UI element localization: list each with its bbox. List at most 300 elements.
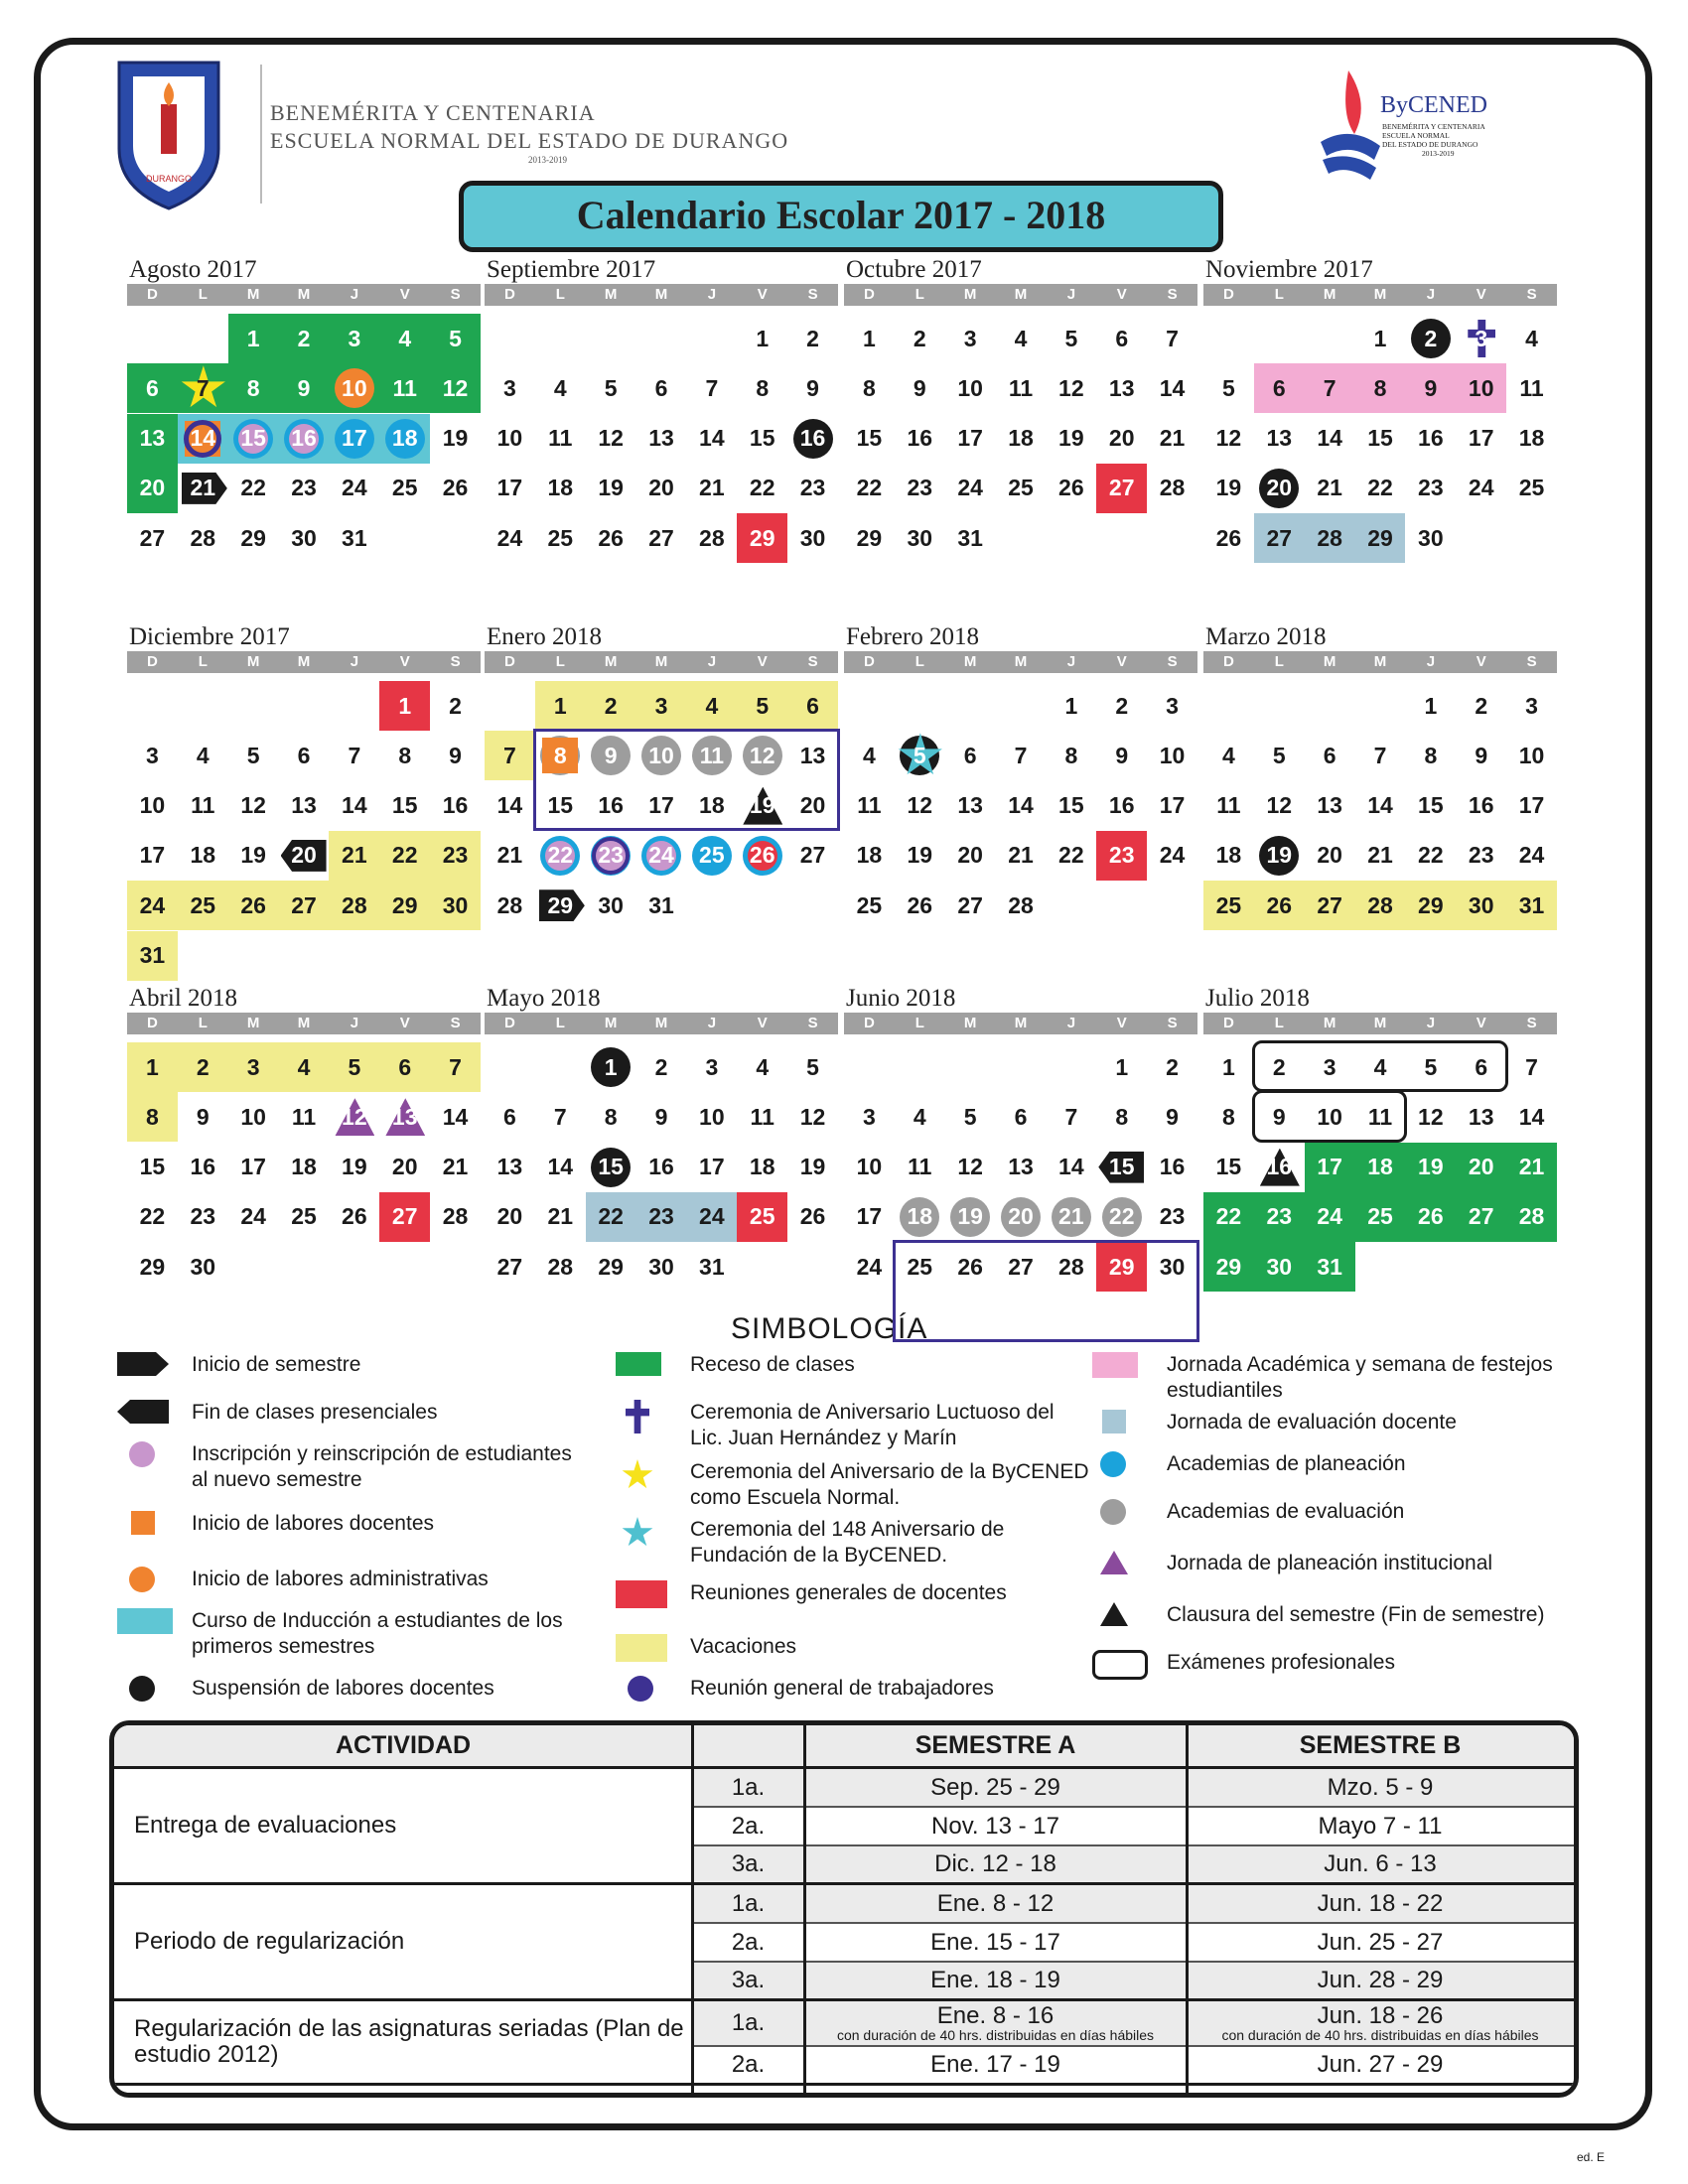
day-cell (279, 1192, 330, 1242)
day-cell (586, 363, 636, 413)
day-cell (737, 314, 787, 363)
day-cell (737, 681, 787, 731)
weekday-label: S (1167, 1015, 1178, 1031)
day-cell (1046, 831, 1096, 881)
day-number: 23 (907, 475, 933, 501)
day-cell (329, 1042, 379, 1092)
day-cell (1506, 731, 1557, 780)
day-cell (737, 731, 787, 780)
day-cell (430, 781, 481, 831)
day-number: 1 (756, 325, 770, 351)
day-number: 5 (1222, 374, 1235, 401)
weekday-label: S (450, 1015, 461, 1031)
semester-a-cell (804, 1808, 1187, 1846)
day-number: 12 (749, 742, 775, 768)
day-number: 11 (1216, 792, 1241, 819)
legend-label: Inicio de semestre (192, 1353, 361, 1376)
day-cell (636, 1242, 687, 1292)
day-number: 28 (699, 524, 725, 551)
weekday-label: V (757, 286, 768, 303)
day-number: 14 (1008, 792, 1034, 819)
weekday-label: V (1476, 1015, 1486, 1031)
edition-label: ed. E (1577, 2150, 1606, 2164)
day-cell (1147, 1092, 1197, 1142)
day-cell (787, 464, 838, 513)
day-cell (535, 731, 586, 780)
weekday-label: M (246, 1015, 260, 1031)
day-cell (1147, 831, 1197, 881)
day-grid (485, 673, 838, 931)
day-number: 24 (1468, 475, 1494, 501)
day-number: 13 (139, 425, 166, 452)
day-number: 14 (547, 1154, 574, 1180)
ordinal-cell (692, 1769, 804, 1808)
day-cell (996, 464, 1047, 513)
weekday-label: J (1426, 653, 1436, 670)
day-cell (1506, 314, 1557, 363)
day-number: 20 (957, 842, 983, 869)
day-cell (430, 1192, 481, 1242)
day-number: 27 (496, 1253, 523, 1280)
day-cell (379, 681, 430, 731)
day-cell (996, 1242, 1047, 1292)
day-number: 24 (496, 524, 523, 551)
day-cell (379, 363, 430, 413)
day-number: 9 (913, 374, 926, 401)
day-cell (1506, 1143, 1557, 1192)
day-cell (1506, 363, 1557, 413)
day-number: 30 (1418, 524, 1444, 551)
month-11 (844, 985, 1197, 1293)
day-cell (1506, 831, 1557, 881)
green-rect-icon (616, 1352, 661, 1376)
cell-text: 3a. (731, 1850, 766, 1877)
day-cell (430, 1042, 481, 1092)
day-cell (945, 1092, 996, 1142)
day-cell (279, 363, 330, 413)
day-cell (485, 1092, 535, 1142)
day-grid (844, 306, 1197, 564)
day-cell (996, 1143, 1047, 1192)
day-number: 29 (598, 1253, 624, 1280)
weekday-label: S (450, 286, 461, 303)
day-number: 25 (699, 842, 725, 869)
day-cell (329, 1143, 379, 1192)
day-cell (586, 1042, 636, 1092)
day-cell (178, 1192, 228, 1242)
day-cell (1096, 1042, 1147, 1092)
bycened-name: ByCENED (1380, 92, 1487, 118)
day-number: 22 (240, 475, 266, 501)
day-number: 30 (1468, 891, 1494, 918)
day-number: 12 (342, 1103, 367, 1130)
day-cell (1456, 314, 1506, 363)
day-cell (228, 1092, 279, 1142)
day-number: 1 (146, 1053, 159, 1080)
day-cell (686, 731, 737, 780)
day-cell (1147, 1192, 1197, 1242)
day-cell (1355, 414, 1406, 464)
weekday-label: D (504, 1015, 515, 1031)
day-cell (535, 1143, 586, 1192)
weekday-label: M (1323, 286, 1336, 303)
day-cell (1147, 414, 1197, 464)
cell-text: Nov. 13 - 17 (931, 1812, 1059, 1840)
legend-label: Ceremonia del 148 Aniversario de Fundación de la ByCENED. (690, 1518, 1005, 1567)
weekday-label: V (399, 286, 410, 303)
day-cell (945, 781, 996, 831)
cell-text: Jun. 18 - 22 (1317, 1889, 1444, 1917)
month-12 (1203, 985, 1557, 1293)
day-cell (329, 831, 379, 881)
day-number: 19 (1058, 425, 1084, 452)
weekday-header (1203, 1013, 1557, 1034)
day-number: 1 (1222, 1053, 1235, 1080)
day-number: 13 (1108, 374, 1135, 401)
day-cell (228, 1042, 279, 1092)
day-cell (737, 513, 787, 563)
day-number: 21 (547, 1203, 574, 1230)
weekday-label: D (147, 286, 158, 303)
weekday-label: V (399, 1015, 410, 1031)
day-grid (127, 673, 481, 968)
semester-a-cell (804, 1885, 1187, 1924)
day-number: 29 (1367, 524, 1393, 551)
cell-text: 1a. (731, 1773, 766, 1801)
day-number: 7 (1373, 742, 1387, 768)
day-number: 24 (856, 1253, 883, 1280)
day-number: 19 (1215, 475, 1242, 501)
day-cell (1506, 781, 1557, 831)
day-number: 16 (598, 792, 624, 819)
day-number: 26 (749, 842, 775, 869)
day-cell (1405, 314, 1456, 363)
day-number: 8 (246, 374, 260, 401)
day-cell (1147, 1242, 1197, 1292)
day-cell (636, 363, 687, 413)
day-number: 11 (908, 1154, 932, 1180)
month-7 (844, 623, 1197, 931)
table-header: SEMESTRE B (1187, 1725, 1574, 1769)
cell-text: Ene. 17 - 19 (930, 2051, 1060, 2078)
day-number: 15 (139, 1154, 166, 1180)
day-cell (430, 731, 481, 780)
day-cell (895, 1192, 945, 1242)
day-number: 2 (654, 1053, 668, 1080)
day-number: 30 (1266, 1253, 1293, 1280)
day-number: 25 (1367, 1203, 1393, 1230)
day-cell (1046, 464, 1096, 513)
day-number: 10 (139, 792, 166, 819)
day-number: 31 (957, 524, 983, 551)
day-grid (1203, 673, 1557, 931)
day-number: 13 (957, 792, 983, 819)
day-cell (1355, 1092, 1406, 1142)
day-number: 26 (1418, 1203, 1444, 1230)
table-header: ACTIVIDAD (114, 1725, 692, 1769)
day-number: 24 (139, 891, 166, 918)
day-grid (844, 1034, 1197, 1293)
day-cell (996, 363, 1047, 413)
day-cell (1405, 1092, 1456, 1142)
day-cell (279, 881, 330, 930)
day-number: 4 (1525, 325, 1538, 351)
day-number: 7 (1166, 325, 1179, 351)
day-number: 11 (857, 792, 882, 819)
day-number: 2 (196, 1053, 210, 1080)
day-cell (1456, 363, 1506, 413)
weekday-label: L (914, 1015, 924, 1031)
legend-label: Ceremonia del Aniversario de la ByCENED como Escuela Normal. (690, 1460, 1089, 1509)
day-cell (636, 1143, 687, 1192)
day-number: 9 (806, 374, 819, 401)
semester-b-cell (1187, 1924, 1574, 1963)
weekday-label: S (807, 286, 818, 303)
day-number: 11 (1367, 1103, 1393, 1130)
day-number: 5 (756, 692, 770, 719)
day-number: 17 (1518, 792, 1545, 819)
day-number: 4 (1222, 742, 1235, 768)
day-cell (945, 314, 996, 363)
day-number: 31 (648, 891, 674, 918)
day-number: 9 (1166, 1103, 1179, 1130)
legend-item (117, 1352, 584, 1378)
day-number: 5 (806, 1053, 819, 1080)
day-cell (1254, 1242, 1305, 1292)
day-grid (127, 1034, 481, 1293)
arrow-right-icon (117, 1352, 169, 1376)
weekday-label: J (350, 1015, 359, 1031)
day-number: 4 (398, 325, 412, 351)
day-cell (228, 314, 279, 363)
day-number: 2 (449, 692, 462, 719)
day-number: 19 (1266, 842, 1293, 869)
day-number: 20 (139, 475, 166, 501)
weekday-label: M (963, 653, 977, 670)
day-number: 12 (1266, 792, 1293, 819)
day-cell (1305, 1092, 1355, 1142)
weekday-label: L (1274, 653, 1284, 670)
day-cell (586, 781, 636, 831)
month-2 (485, 256, 838, 564)
school-shield-logo (109, 55, 228, 213)
day-number: 10 (1317, 1103, 1342, 1130)
weekday-label: L (914, 286, 924, 303)
day-number: 5 (913, 742, 926, 768)
day-cell (178, 464, 228, 513)
day-number: 5 (1272, 742, 1286, 768)
day-cell (787, 831, 838, 881)
day-cell (1254, 731, 1305, 780)
legend-label: Inicio de labores administrativas (192, 1568, 489, 1590)
day-number: 30 (190, 1253, 216, 1280)
day-cell (895, 1092, 945, 1142)
day-cell (379, 731, 430, 780)
day-cell (686, 513, 737, 563)
day-number: 4 (705, 692, 719, 719)
day-cell (178, 414, 228, 464)
day-number: 20 (1468, 1154, 1494, 1180)
day-number: 1 (604, 1053, 618, 1080)
day-cell (485, 513, 535, 563)
day-number: 21 (1518, 1154, 1545, 1180)
day-cell (686, 1042, 737, 1092)
day-number: 22 (547, 842, 574, 869)
day-cell (787, 731, 838, 780)
day-number: 8 (863, 374, 876, 401)
month-name: Marzo 2018 (1205, 623, 1327, 650)
day-number: 4 (553, 374, 567, 401)
day-cell (127, 1242, 178, 1292)
day-cell (329, 513, 379, 563)
day-cell (895, 1143, 945, 1192)
purple-triangle-icon (1100, 1551, 1128, 1574)
day-number: 21 (699, 475, 725, 501)
day-number: 17 (957, 425, 983, 452)
day-cell (686, 363, 737, 413)
pink-rect-icon (1092, 1352, 1138, 1378)
day-number: 5 (348, 1053, 361, 1080)
activity-cell: Entrega de evaluaciones (114, 1769, 692, 1885)
day-number: 26 (1058, 475, 1084, 501)
day-cell (1254, 1192, 1305, 1242)
day-cell (586, 881, 636, 930)
day-cell (1456, 781, 1506, 831)
day-number: 30 (442, 891, 469, 918)
day-number: 28 (496, 891, 523, 918)
legend-label: Inscripción y reinscripción de estudiantes al nuevo semestre (192, 1442, 572, 1491)
day-cell (1046, 731, 1096, 780)
day-number: 15 (749, 425, 775, 452)
day-number: 11 (1519, 374, 1544, 401)
day-number: 7 (705, 374, 719, 401)
symbology-title: SIMBOLOGÍA (731, 1312, 928, 1345)
day-number: 10 (699, 1103, 725, 1130)
day-cell (636, 831, 687, 881)
day-cell (1456, 881, 1506, 930)
day-cell (686, 414, 737, 464)
weekday-label: M (1373, 1015, 1387, 1031)
day-cell (1456, 1042, 1506, 1092)
day-number: 4 (196, 742, 210, 768)
day-number: 24 (648, 842, 674, 869)
duration-note: con duración de 40 hrs. distribuidas en días hábiles (1221, 2027, 1539, 2043)
day-cell (1305, 464, 1355, 513)
day-number: 24 (1518, 842, 1545, 869)
day-number: 28 (1367, 891, 1393, 918)
day-number: 19 (957, 1203, 983, 1230)
day-number: 22 (598, 1203, 624, 1230)
day-number: 2 (1166, 1053, 1179, 1080)
day-number: 10 (648, 742, 674, 768)
day-number: 25 (291, 1203, 317, 1230)
day-number: 14 (442, 1103, 469, 1130)
day-number: 1 (863, 325, 876, 351)
day-cell (127, 1042, 178, 1092)
day-number: 25 (1008, 475, 1034, 501)
weekday-header (844, 1013, 1197, 1034)
semester-a-cell (804, 1846, 1187, 1885)
month-name: Diciembre 2017 (129, 623, 290, 650)
cell-text: Sep. 25 - 29 (930, 1773, 1060, 1801)
weekday-label: M (1323, 653, 1336, 670)
day-number: 3 (246, 1053, 260, 1080)
day-cell (1254, 1092, 1305, 1142)
day-cell (945, 414, 996, 464)
month-name: Febrero 2018 (846, 623, 979, 650)
day-number: 9 (1475, 742, 1488, 768)
day-cell (329, 1192, 379, 1242)
day-cell (1355, 781, 1406, 831)
cell-text: Mayo 7 - 11 (1318, 1812, 1443, 1840)
day-number: 18 (1215, 842, 1242, 869)
day-cell (535, 1192, 586, 1242)
day-number: 11 (750, 1103, 774, 1130)
day-number: 30 (291, 524, 317, 551)
ordinal-cell (692, 1846, 804, 1885)
day-number: 19 (598, 475, 624, 501)
semester-a-cell (804, 2001, 1187, 2047)
day-cell (737, 831, 787, 881)
weekday-label: M (963, 1015, 977, 1031)
day-number: 28 (547, 1253, 574, 1280)
month-8 (1203, 623, 1557, 931)
day-number: 16 (799, 425, 826, 452)
day-cell (485, 731, 535, 780)
day-cell (1147, 363, 1197, 413)
weekday-label: S (1167, 286, 1178, 303)
weekday-label: J (1066, 653, 1076, 670)
day-number: 6 (1475, 1053, 1488, 1080)
weekday-label: S (807, 1015, 818, 1031)
table-header (692, 1725, 804, 1769)
semester-b-cell (1187, 1769, 1574, 1808)
navy-dot-icon (628, 1676, 653, 1702)
day-number: 18 (1367, 1154, 1393, 1180)
day-number: 5 (1064, 325, 1078, 351)
day-cell (178, 513, 228, 563)
day-number: 12 (957, 1154, 983, 1180)
day-cell (430, 314, 481, 363)
day-cell (895, 513, 945, 563)
day-cell (379, 464, 430, 513)
day-cell (1096, 681, 1147, 731)
day-grid (485, 1034, 838, 1293)
day-number: 11 (548, 425, 573, 452)
day-cell (178, 781, 228, 831)
day-cell (279, 464, 330, 513)
day-cell (636, 414, 687, 464)
day-number: 1 (553, 692, 567, 719)
legend-item (616, 1459, 1092, 1511)
day-number: 24 (699, 1203, 725, 1230)
day-cell (1254, 781, 1305, 831)
day-grid (127, 306, 481, 564)
day-cell (228, 464, 279, 513)
weekday-label: V (1116, 1015, 1127, 1031)
day-grid (1203, 306, 1557, 564)
day-cell (1405, 1143, 1456, 1192)
day-cell (996, 781, 1047, 831)
day-number: 16 (1468, 792, 1494, 819)
day-number: 20 (496, 1203, 523, 1230)
day-cell (535, 414, 586, 464)
day-number: 24 (1317, 1203, 1342, 1230)
month-name: Junio 2018 (846, 985, 956, 1012)
day-number: 30 (598, 891, 624, 918)
day-cell (1456, 831, 1506, 881)
month-name: Abril 2018 (129, 985, 238, 1012)
